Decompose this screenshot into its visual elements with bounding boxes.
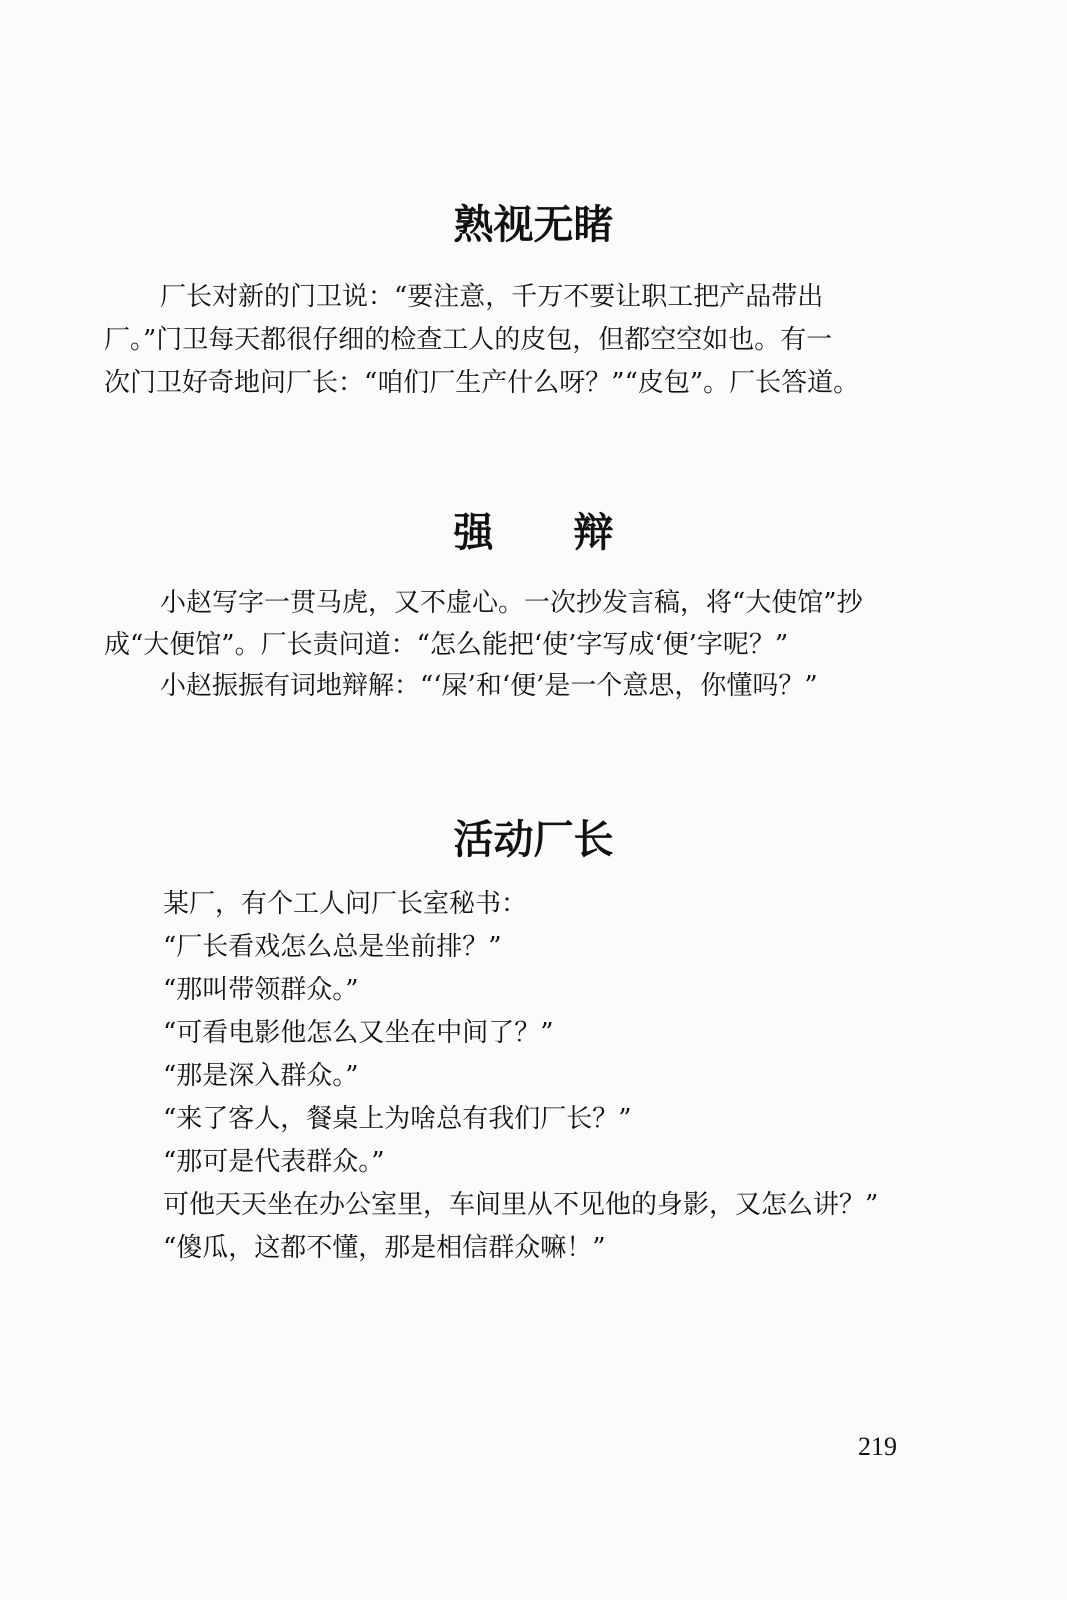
paragraph-line: “那是深入群众。” (163, 1061, 359, 1091)
paragraph-line: “傻瓜，这都不懂，那是相信群众嘛！” (163, 1233, 606, 1263)
page-number: 219 (858, 1432, 897, 1461)
paragraph-line: 成“大便馆”。厂长责问道：“怎么能把‘使’字写成‘便’字呢？” (104, 630, 789, 660)
paragraph-line: 可他天天坐在办公室里，车间里从不见他的身影，又怎么讲？” (163, 1190, 879, 1220)
paragraph-line: 次门卫好奇地问厂长：“咱们厂生产什么呀？”“皮包”。厂长答道。 (104, 368, 860, 398)
section-title-shushiwudu: 熟视无睹 (453, 202, 614, 248)
paragraph-line: “来了客人，餐桌上为啥总有我们厂长？” (163, 1104, 632, 1134)
paragraph-line: 小赵振振有词地辩解：“‘屎’和‘便’是一个意思，你懂吗？” (160, 671, 818, 701)
paragraph-line: “那可是代表群众。” (163, 1147, 385, 1177)
paragraph-line: 厂。”门卫每天都很仔细的检查工人的皮包，但都空空如也。有一 (104, 325, 833, 355)
paragraph-line: 某厂，有个工人问厂长室秘书： (163, 889, 528, 919)
paragraph-line: 小赵写字一贯马虎，又不虚心。一次抄发言稿，将“大使馆”抄 (160, 588, 863, 618)
paragraph-line: “厂长看戏怎么总是坐前排？” (163, 932, 502, 962)
paragraph-line: “可看电影他怎么又坐在中间了？” (163, 1018, 554, 1048)
section-title-qiangbian (0, 508, 1067, 558)
section-title-huodongchangzhang: 活动厂长 (453, 817, 614, 863)
paragraph-line: “那叫带领群众。” (163, 975, 359, 1005)
paragraph-line: 厂长对新的门卫说：“要注意，千万不要让职工把产品带出 (160, 282, 824, 312)
section-title-char: 强 (453, 510, 494, 556)
section-title-char: 辩 (573, 510, 614, 556)
